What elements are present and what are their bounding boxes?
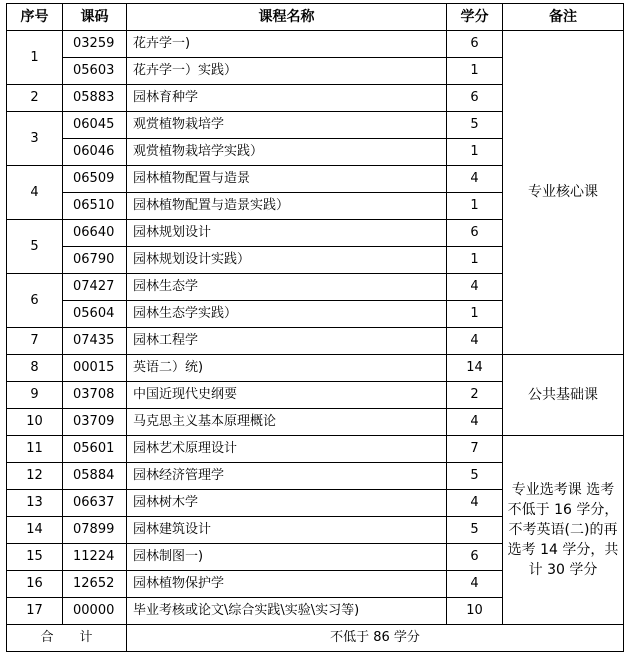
remark-basic: 公共基础课 (503, 355, 624, 436)
header-code: 课码 (63, 4, 127, 31)
code-cell: 11224 (63, 544, 127, 571)
course-name-cell: 园林规划设计实践） (127, 247, 447, 274)
seq-cell: 16 (7, 571, 63, 598)
code-cell: 05604 (63, 301, 127, 328)
course-name-cell: 园林经济管理学 (127, 463, 447, 490)
seq-cell: 17 (7, 598, 63, 625)
course-name-cell: 园林植物保护学 (127, 571, 447, 598)
course-name-cell: 园林工程学 (127, 328, 447, 355)
credit-cell: 6 (447, 85, 503, 112)
course-name-cell: 花卉学一）实践） (127, 58, 447, 85)
credit-cell: 6 (447, 31, 503, 58)
seq-cell: 8 (7, 355, 63, 382)
table-row (7, 355, 624, 382)
seq-cell: 5 (7, 220, 63, 274)
course-name-cell: 观赏植物栽培学实践） (127, 139, 447, 166)
header-name: 课程名称 (127, 4, 447, 31)
code-cell: 06640 (63, 220, 127, 247)
credit-cell: 10 (447, 598, 503, 625)
course-name-cell: 园林育种学 (127, 85, 447, 112)
credit-cell: 2 (447, 382, 503, 409)
credit-cell: 5 (447, 517, 503, 544)
credit-cell: 7 (447, 436, 503, 463)
code-cell: 05884 (63, 463, 127, 490)
course-name-cell: 园林建筑设计 (127, 517, 447, 544)
code-cell: 06790 (63, 247, 127, 274)
header-row (7, 4, 624, 31)
seq-cell: 1 (7, 31, 63, 85)
credit-cell: 1 (447, 193, 503, 220)
course-name-cell: 园林艺术原理设计 (127, 436, 447, 463)
seq-cell: 11 (7, 436, 63, 463)
course-name-cell: 英语二）统) (127, 355, 447, 382)
code-cell: 07435 (63, 328, 127, 355)
header-credit: 学分 (447, 4, 503, 31)
seq-cell: 12 (7, 463, 63, 490)
course-name-cell: 园林生态学 (127, 274, 447, 301)
code-cell: 05601 (63, 436, 127, 463)
credit-cell: 5 (447, 463, 503, 490)
credit-cell: 1 (447, 301, 503, 328)
course-name-cell: 园林制图一) (127, 544, 447, 571)
header-remark: 备注 (503, 4, 624, 31)
seq-cell: 3 (7, 112, 63, 166)
code-cell: 06509 (63, 166, 127, 193)
seq-cell: 10 (7, 409, 63, 436)
credit-cell: 1 (447, 139, 503, 166)
course-name-cell: 园林生态学实践） (127, 301, 447, 328)
total-label: 合 计 (7, 625, 127, 652)
code-cell: 03709 (63, 409, 127, 436)
table-row (7, 436, 624, 463)
credit-cell: 4 (447, 274, 503, 301)
seq-cell: 2 (7, 85, 63, 112)
code-cell: 07899 (63, 517, 127, 544)
credit-cell: 4 (447, 490, 503, 517)
course-name-cell: 园林植物配置与造景 (127, 166, 447, 193)
credit-cell: 4 (447, 166, 503, 193)
code-cell: 00000 (63, 598, 127, 625)
credit-cell: 4 (447, 571, 503, 598)
code-cell: 06637 (63, 490, 127, 517)
code-cell: 03259 (63, 31, 127, 58)
course-name-cell: 园林规划设计 (127, 220, 447, 247)
seq-cell: 13 (7, 490, 63, 517)
credit-cell: 6 (447, 544, 503, 571)
course-name-cell: 花卉学一) (127, 31, 447, 58)
credit-cell: 1 (447, 247, 503, 274)
credit-cell: 4 (447, 328, 503, 355)
course-name-cell: 马克思主义基本原理概论 (127, 409, 447, 436)
code-cell: 05603 (63, 58, 127, 85)
code-cell: 03708 (63, 382, 127, 409)
remark-core: 专业核心课 (503, 31, 624, 355)
course-table (6, 3, 624, 652)
credit-cell: 6 (447, 220, 503, 247)
code-cell: 07427 (63, 274, 127, 301)
course-name-cell: 园林树木学 (127, 490, 447, 517)
seq-cell: 15 (7, 544, 63, 571)
seq-cell: 4 (7, 166, 63, 220)
code-cell: 05883 (63, 85, 127, 112)
table-row (7, 31, 624, 58)
code-cell: 12652 (63, 571, 127, 598)
credit-cell: 14 (447, 355, 503, 382)
code-cell: 06510 (63, 193, 127, 220)
credit-cell: 1 (447, 58, 503, 85)
course-name-cell: 观赏植物栽培学 (127, 112, 447, 139)
total-row (7, 625, 624, 652)
seq-cell: 9 (7, 382, 63, 409)
seq-cell: 7 (7, 328, 63, 355)
course-name-cell: 园林植物配置与造景实践） (127, 193, 447, 220)
course-name-cell: 毕业考核或论文\综合实践\实验\实习等) (127, 598, 447, 625)
remark-elective: 专业选考课 选考不低于 16 学分，不考英语(二)的再选考 14 学分，共计 30 学分 (503, 436, 624, 625)
code-cell: 00015 (63, 355, 127, 382)
total-value: 不低于 86 学分 (127, 625, 624, 652)
seq-cell: 6 (7, 274, 63, 328)
seq-cell: 14 (7, 517, 63, 544)
credit-cell: 5 (447, 112, 503, 139)
header-seq: 序号 (7, 4, 63, 31)
credit-cell: 4 (447, 409, 503, 436)
code-cell: 06045 (63, 112, 127, 139)
course-name-cell: 中国近现代史纲要 (127, 382, 447, 409)
code-cell: 06046 (63, 139, 127, 166)
